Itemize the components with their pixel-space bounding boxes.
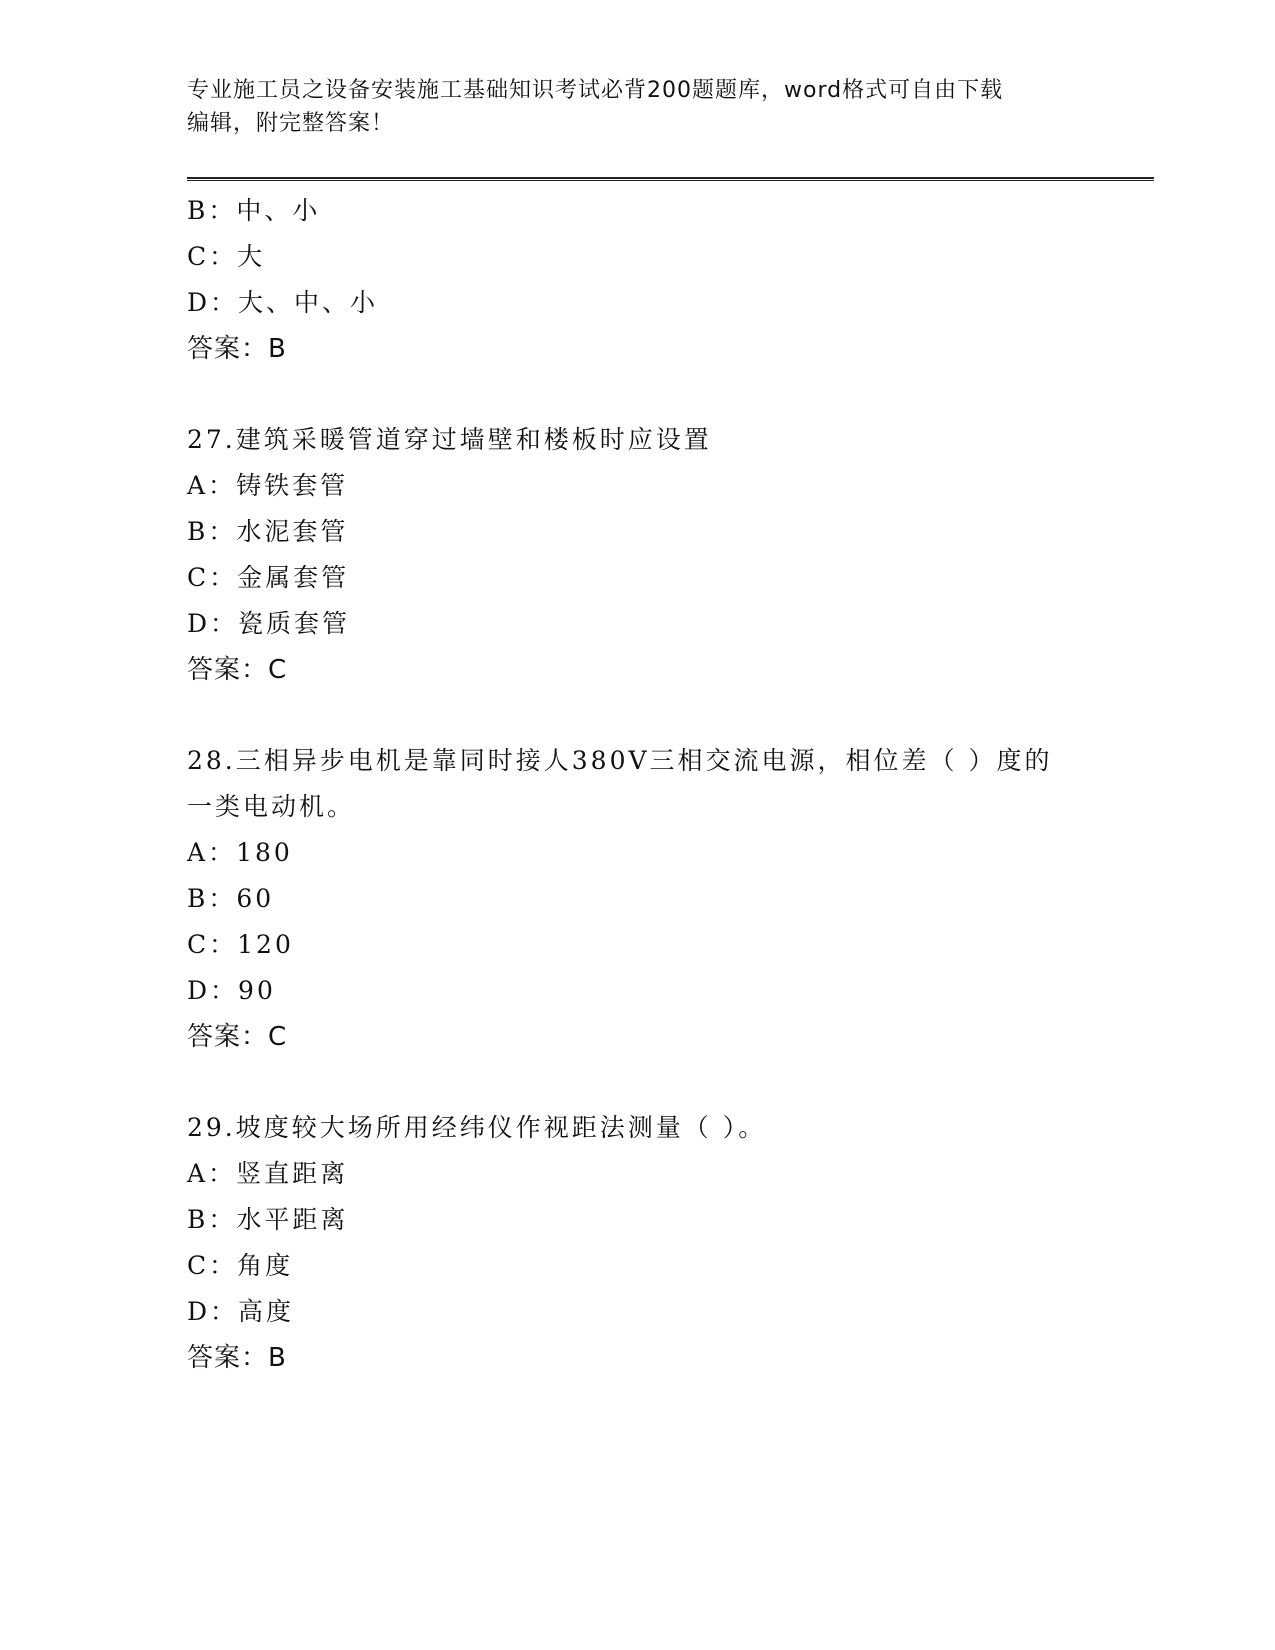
option-text: 铸铁套管 xyxy=(236,471,349,500)
question-block-29 xyxy=(187,1105,1147,1381)
option-c xyxy=(187,922,1147,968)
question-list xyxy=(187,188,1147,1381)
option-text: 金属套管 xyxy=(237,563,350,592)
document-header xyxy=(187,74,1087,140)
option-c xyxy=(187,1243,1147,1289)
option-letter: C： xyxy=(187,930,238,959)
option-letter: B： xyxy=(187,1205,237,1234)
option-letter: A： xyxy=(187,471,237,500)
option-letter: A： xyxy=(187,1159,237,1188)
option-letter: C： xyxy=(187,1251,238,1280)
option-letter: A： xyxy=(187,838,237,867)
option-text: 120 xyxy=(237,930,294,959)
option-b xyxy=(187,509,1147,555)
option-a xyxy=(187,463,1147,509)
option-c xyxy=(187,234,1147,280)
question-block-28 xyxy=(187,738,1147,1060)
option-text: 高度 xyxy=(238,1297,295,1326)
spacer xyxy=(187,1060,1147,1105)
option-b xyxy=(187,1197,1147,1243)
option-letter: D： xyxy=(187,976,239,1005)
option-text: 瓷质套管 xyxy=(238,609,351,638)
option-text: 角度 xyxy=(237,1251,294,1280)
answer-line: 答案：B xyxy=(187,334,287,364)
option-text: 大 xyxy=(237,242,266,271)
option-letter: D： xyxy=(187,288,239,317)
option-text: 90 xyxy=(238,976,276,1005)
option-a xyxy=(187,830,1147,876)
option-d xyxy=(187,968,1147,1014)
question-block-27 xyxy=(187,417,1147,693)
option-b xyxy=(187,876,1147,922)
option-text: 大、中、小 xyxy=(238,288,379,317)
header-divider xyxy=(187,177,1154,181)
option-text: 竖直距离 xyxy=(236,1159,349,1188)
option-text: 180 xyxy=(236,838,293,867)
header-title-line-2: 编辑，附完整答案！ xyxy=(187,111,395,136)
option-d xyxy=(187,601,1147,647)
answer-line: 答案：B xyxy=(187,1343,287,1373)
spacer xyxy=(187,372,1147,417)
option-letter: C： xyxy=(187,563,238,592)
option-text: 水泥套管 xyxy=(236,517,349,546)
option-text: 水平距离 xyxy=(236,1205,349,1234)
option-letter: D： xyxy=(187,1297,239,1326)
option-d xyxy=(187,1289,1147,1335)
option-letter: B： xyxy=(187,196,237,225)
option-d xyxy=(187,280,1147,326)
option-letter: B： xyxy=(187,517,237,546)
option-letter: B： xyxy=(187,884,237,913)
option-text: 60 xyxy=(236,884,275,913)
option-b xyxy=(187,188,1147,234)
question-block-partial xyxy=(187,188,1147,372)
spacer xyxy=(187,693,1147,738)
option-letter: D： xyxy=(187,609,239,638)
question-stem: 29.坡度较大场所用经纬仪作视距法测量（ ）。 xyxy=(187,1113,767,1142)
question-stem: 27.建筑采暖管道穿过墙壁和楼板时应设置 xyxy=(187,425,712,454)
option-a xyxy=(187,1151,1147,1197)
answer-line: 答案：C xyxy=(187,1022,288,1052)
question-stem: 28.三相异步电机是靠同时接人380V三相交流电源，相位差（ ）度的 xyxy=(187,746,1053,775)
option-text: 中、小 xyxy=(236,196,321,225)
header-title-line-1: 专业施工员之设备安装施工基础知识考试必背200题题库，word格式可自由下载 xyxy=(187,78,1004,103)
question-stem-continued: 一类电动机。 xyxy=(187,792,356,821)
option-letter: C： xyxy=(187,242,238,271)
answer-line: 答案：C xyxy=(187,655,288,685)
option-c xyxy=(187,555,1147,601)
